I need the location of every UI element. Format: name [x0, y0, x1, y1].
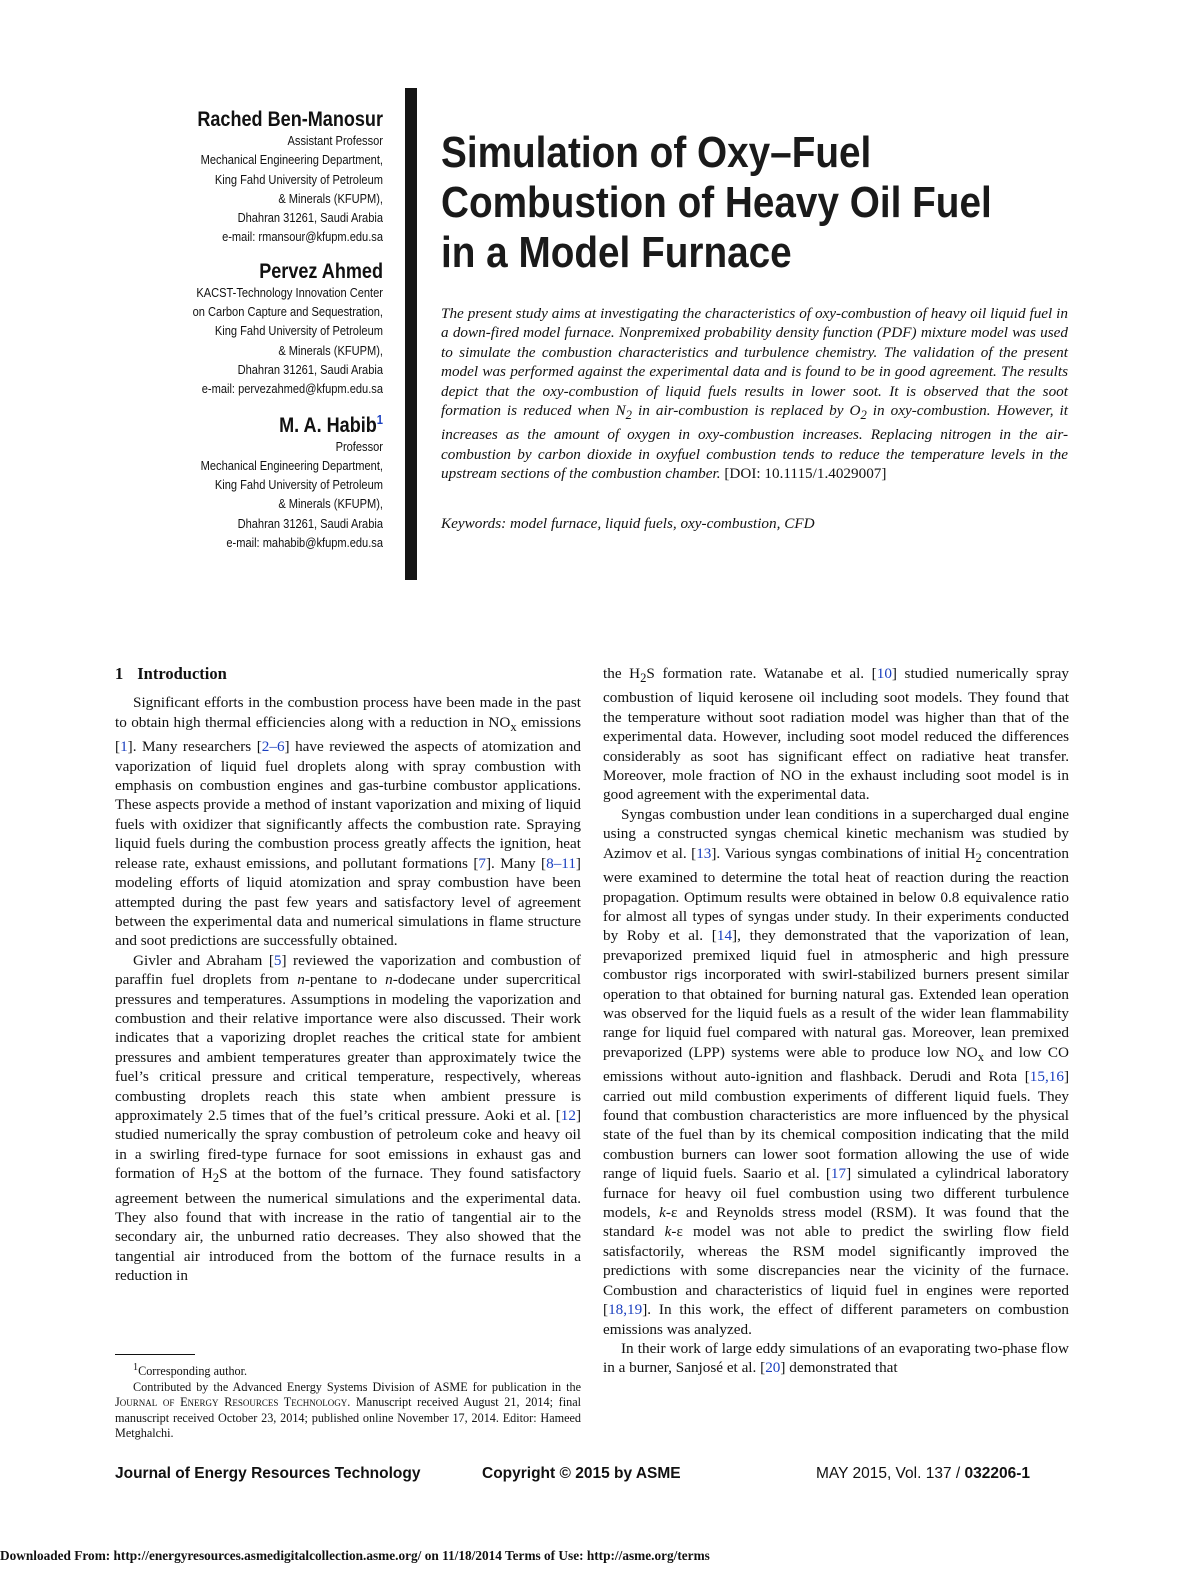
affiliation-line: & Minerals (KFUPM), [278, 343, 383, 358]
author-name: Pervez Ahmed [259, 259, 383, 283]
download-notice[interactable]: Downloaded From: http://energyresources.asmedigitalcollection.asme.org/ on 11/18/2014 Terms of Use: http://asme.org/terms [0, 1548, 710, 1563]
citation-link[interactable]: 7 [478, 854, 486, 872]
footnotes [115, 1360, 581, 1442]
affiliation-line: KACST-Technology Innovation Center [196, 285, 383, 300]
footnote-rule [115, 1354, 195, 1355]
citation-link[interactable]: 5 [273, 951, 282, 969]
citation-link[interactable]: 15,16 [1029, 1068, 1064, 1086]
citation-link[interactable]: 13 [696, 844, 712, 862]
footer-issue: MAY 2015, Vol. 137 / 032206-1 [816, 1465, 1031, 1482]
header-divider-bar [405, 88, 417, 580]
author-3 [110, 412, 383, 554]
footnote-mark-link[interactable]: 1 [376, 411, 383, 427]
title-line: Simulation of Oxy–Fuel [441, 128, 872, 177]
article-number: 032206-1 [964, 1465, 1031, 1482]
affiliation-line: & Minerals (KFUPM), [278, 497, 383, 512]
citation-link[interactable]: 14 [716, 927, 733, 945]
citation-link[interactable]: 17 [830, 1165, 847, 1183]
paragraph: Givler and Abraham [5] reviewed the vaporization and combustion of paraffin fuel droplets from n-pentane to n-dodecane under supercritical pressures and temperatures. Assumptions in modeling the vaporization and combustion and their relative importance were also discussed. Their work indicates that a vaporizing droplet reaches the critical state for ambient pressures and ambient temperatures greater than approximately twice the fuel’s critical pressure and critical temperature, respectively, whereas combusting droplets reach this state when ambient pressure is approximately 2.5 times that of the fuel’s critical pressure. Aoki et al. [12] studied numerically the spray combustion of petroleum coke and heavy oil in a swirling fired-type furnace for soot emissions in exhaust gas and formation of $H_2S$ at the bottom of the furnace. They found satisfactory agreement between the numerical simulations and the experimental data. They also found that with increase in the ratio of tangential air to the secondary air, the unburned ratio decreases. They also showed that the tangential air introduced from the bottom of the furnace results in a reduction in [115, 951, 581, 1285]
citation-link[interactable]: 10 [876, 665, 892, 682]
section-heading: 1 Introduction [115, 664, 227, 683]
citation-link[interactable]: 1 [120, 738, 128, 756]
doi-text[interactable]: [DOI: 10.1115/1.4029007] [720, 465, 887, 483]
author-email[interactable]: e-mail: pervezahmed@kfupm.edu.sa [201, 382, 383, 397]
author-email[interactable]: e-mail: rmansour@kfupm.edu.sa [222, 230, 383, 245]
title-line: Combustion of Heavy Oil Fuel [441, 178, 992, 227]
citation-link[interactable]: 2–6 [261, 738, 285, 756]
body-column-left [115, 664, 581, 1286]
affiliation-line: on Carbon Capture and Sequestration, [192, 305, 383, 320]
paragraph: Syngas combustion under lean conditions in a supercharged dual engine using a constructed syngas chemical kinetic mechanism was studied by Azimov et al. [13]. Various syngas combinations of initial $H_2$ concentration were examined to determine the total heat of reaction during the reaction propagation. Optimum results were obtained in below 0.8 equivalence ratio for almost all types of syngas under study. In their experiments conducted by Roby et al. [14], they demonstrated that the vaporization of lean, prevaporized premixed liquid fuel in atmospheric and high pressure combustor rigs incorporated with swirl-stabilized burners present similar operation to that obtained for burning natural gas. Extended lean operation was observed for the liquid fuels as a result of the wider lean flammability range for liquid fuel compared with natural gas. Moreover, lean premixed prevaporized (LPP) systems were able to produce low $NO_x$ and low CO emissions without auto-ignition and flashback. Derudi and Rota [15,16] carried out mild combustion experiments of different liquid fuels. They found that combustion characteristics are more influenced by the physical state of the fuel than by its chemical composition indicating that the mild combustion burners can lower soot formation allowing the use of wide range of liquid fuels. Saario et al. [17] simulated a cylindrical laboratory furnace for heavy oil fuel combustion using two different turbulence models, k-ε and Reynolds stress model (RSM). It was found that the standard k-ε model was not able to predict the swirling flow field satisfactorily, whereas the RSM model significantly improved the predictions with some discrepancies near the vicinity of the furnace. Combustion and characteristics of liquid fuel in engines were reported [18,19]. In this work, the effect of different parameters on combustion emissions was analyzed. [603, 805, 1070, 1338]
citation-link[interactable]: 18,19 [608, 1301, 643, 1319]
paragraph: the $H_2S$ formation rate. Watanabe et al. [10] studied numerically spray combustion of liquid kerosene oil including soot models. They found that the temperature without soot radiation model was higher than that of the experimental data. However, including soot model reduced the differences considerably as soot has significant effect on radiative heat transfer. Moreover, mole fraction of NO in the exhaust including soot model is in good agreement with the experimental data. [603, 665, 1069, 804]
title-line: in a Model Furnace [441, 228, 792, 277]
affiliation-line: Dhahran 31261, Saudi Arabia [237, 516, 383, 531]
affiliation-line: Professor [335, 439, 383, 454]
affiliation-line: King Fahd University of Petroleum [214, 324, 383, 339]
affiliation-line: Mechanical Engineering Department, [200, 153, 383, 168]
footnote: $^1$Corresponding author. [133, 1362, 248, 1379]
affiliation-line: Dhahran 31261, Saudi Arabia [237, 211, 383, 226]
abstract: The present study aims at investigating the characteristics of oxy-combustion of heavy oil liquid fuel in a down-fired model furnace. Nonpremixed probability density function (PDF) mixture model was used to simulate the combustion characteristics and turbulence chemistry. The validation of the present model was performed against the experimental data and is found to be in good agreement. The results depict that the oxy-combustion of liquid fuels results in lower soot. It is observed that the soot formation is reduced when $N_2$ in air-combustion is replaced by $O_2$ in oxy-combustion. However, it increases as the amount of oxygen in oxy-combustion increases. Replacing nitrogen in the air-combustion by carbon dioxide in oxyfuel combustion tends to reduce the temperature levels in the upstream sections of the combustion chamber. [DOI: 10.1115/1.4029007] [441, 305, 1068, 483]
citation-link[interactable]: 8–11 [546, 854, 576, 872]
citation-link[interactable]: 20 [765, 1359, 781, 1377]
author-1 [110, 108, 383, 248]
keywords: Keywords: model furnace, liquid fuels, oxy-combustion, CFD [441, 515, 815, 532]
affiliation-line: & Minerals (KFUPM), [278, 191, 383, 206]
affiliation-line: Assistant Professor [287, 134, 383, 148]
author-email[interactable]: e-mail: mahabib@kfupm.edu.sa [226, 536, 383, 551]
footnote: Contributed by the Advanced Energy Systems Division of ASME for publication in the Journal of Energy Resources Technology. Manuscript received August 21, 2014; final manuscript received October 23, 2014; published online November 17, 2014. Editor: Hameed Metghalchi. [115, 1379, 581, 1441]
paragraph: Significant efforts in the combustion process have been made in the past to obtain high thermal efficiencies along with a reduction in $NO_x$ emissions [1]. Many researchers [2–6] have reviewed the aspects of atomization and vaporization of liquid fuel droplets along with spray combustion with emphasis on combustion engines and gas-turbine combustor applications. These aspects provide a method of instant vaporization and mixing of liquid fuels with oxidizer that significantly affects the combustion rate. Spraying liquid fuels during the combustion process greatly affects the ignition, heat release rate, exhaust emissions, and pollutant formations [7]. Many [8–11] modeling efforts of liquid atomization and spray combustion have been attempted during the past few years and satisfactory level of agreement between the experimental data and numerical simulations in flame structure and soot predictions are successfully obtained. [115, 694, 581, 950]
citation-link[interactable]: 12 [560, 1106, 576, 1124]
author-list [110, 108, 383, 565]
paragraph: In their work of large eddy simulations of an evaporating two-phase flow in a burner, Sanjosé et al. [20] demonstrated that [603, 1339, 1069, 1377]
affiliation-line: Mechanical Engineering Department, [200, 458, 383, 473]
affiliation-line: Dhahran 31261, Saudi Arabia [237, 362, 383, 377]
footer-copyright: Copyright © 2015 by ASME [482, 1465, 681, 1482]
affiliation-line: King Fahd University of Petroleum [214, 478, 383, 493]
author-2 [110, 260, 383, 400]
body-column-right [603, 664, 1069, 1378]
footer-journal: Journal of Energy Resources Technology [115, 1465, 421, 1482]
author-name: Rached Ben-Manosur [197, 108, 383, 131]
affiliation-line: King Fahd University of Petroleum [214, 172, 383, 187]
paper-title [441, 128, 1057, 278]
author-name: M. A. Habib$^1$ [279, 411, 383, 437]
